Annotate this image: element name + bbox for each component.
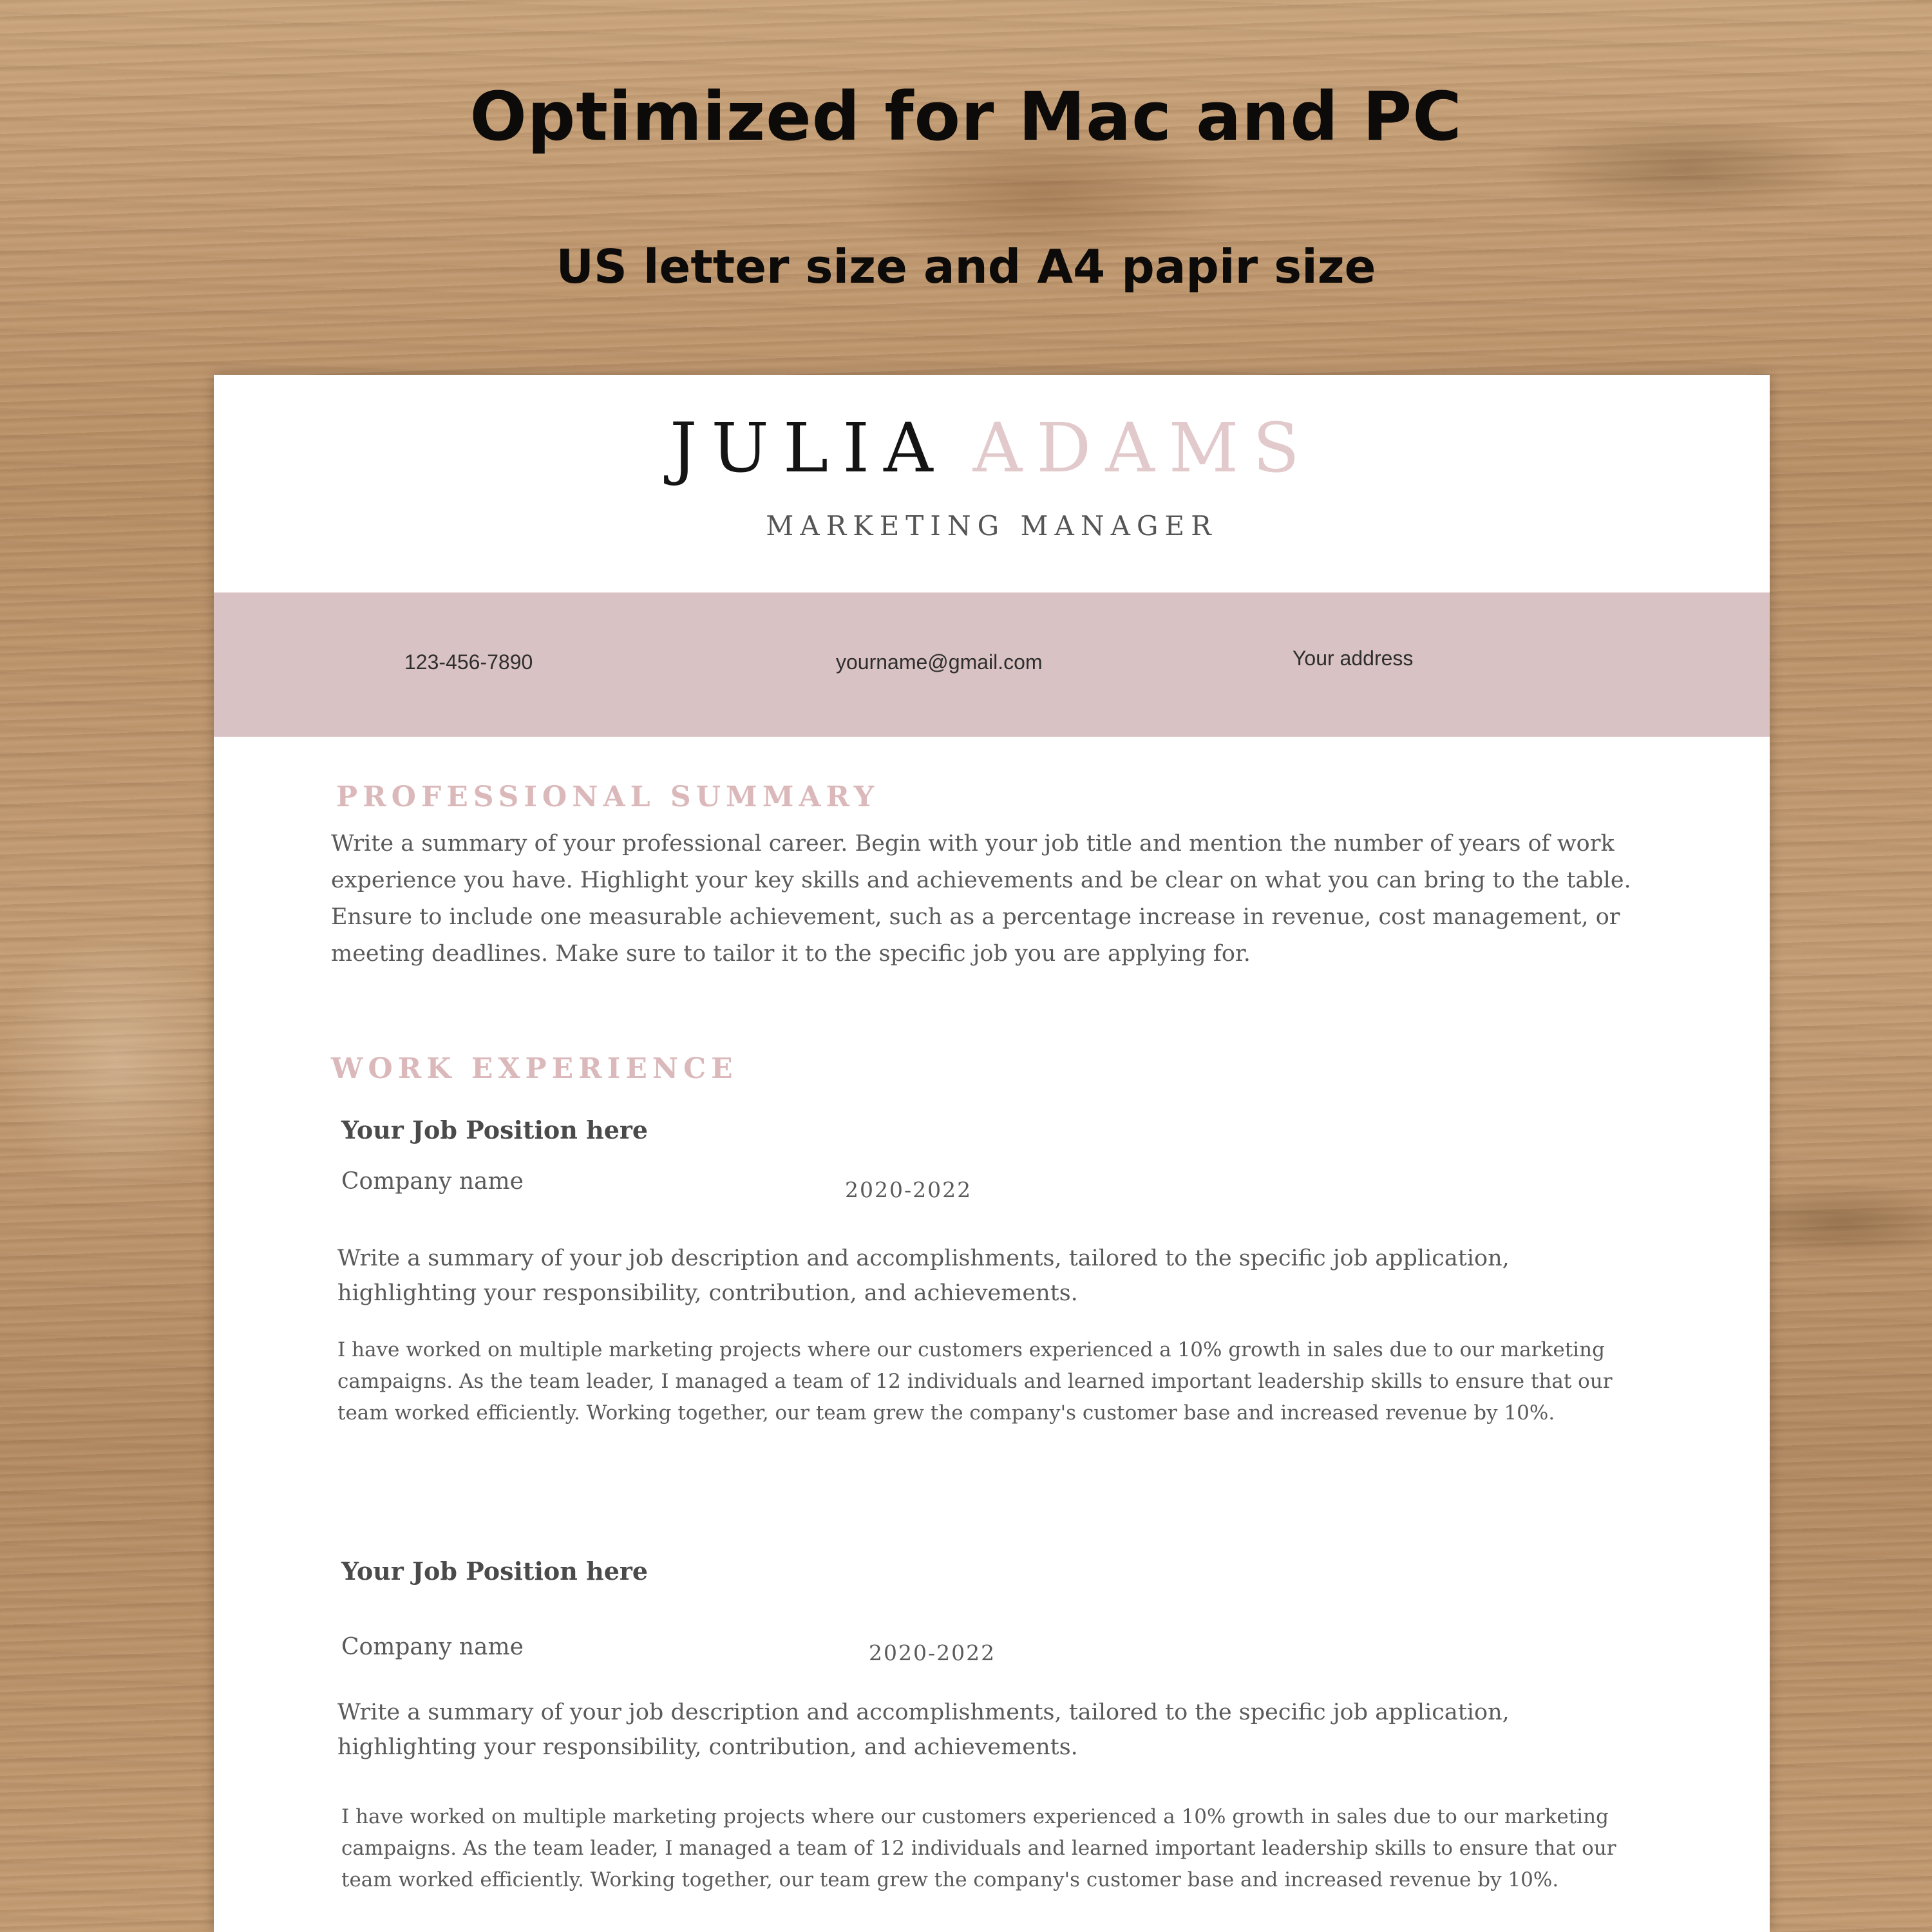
resume-page: [214, 375, 1770, 1932]
contact-address: Your address: [1293, 647, 1414, 670]
banner-title: Optimized for Mac and PC: [469, 77, 1463, 156]
job-position: Your Job Position here: [341, 1115, 649, 1144]
contact-band: [214, 592, 1770, 737]
job-dates: 2020-2022: [845, 1177, 972, 1202]
first-name: JULIA: [670, 408, 947, 488]
last-name: ADAMS: [972, 408, 1314, 488]
resume-name: [214, 407, 1770, 489]
company-name: Company name: [341, 1634, 524, 1660]
company-name: Company name: [341, 1168, 524, 1195]
job-position: Your Job Position here: [341, 1557, 649, 1586]
job-title: MARKETING MANAGER: [766, 510, 1218, 542]
summary-heading: PROFESSIONAL SUMMARY: [336, 781, 880, 813]
banner-subtitle: US letter size and A4 papir size: [556, 240, 1376, 294]
job-detail: I have worked on multiple marketing projects where our customers experienced a 10% growth in sales due to our marketing campaigns. As the team leader, I managed a team of 12 individuals and learned important leadership skills to ensure that our team worked efficiently. Working together, our team grew the company's customer base and increased revenue by 10%.: [337, 1338, 1613, 1425]
job-detail: I have worked on multiple marketing projects where our customers experienced a 10% growth in sales due to our marketing campaigns. As the team leader, I managed a team of 12 individuals and learned important leadership skills to ensure that our team worked efficiently. Working together, our team grew the company's customer base and increased revenue by 10%.: [341, 1805, 1616, 1891]
job-summary: Write a summary of your job description and accomplishments, tailored to the specific job application, highlighting your responsibility, contribution, and achievements.: [337, 1245, 1510, 1306]
contact-phone: 123-456-7890: [404, 650, 533, 674]
contact-email: yourname@gmail.com: [836, 650, 1043, 674]
job-summary: Write a summary of your job description and accomplishments, tailored to the specific job application, highlighting your responsibility, contribution, and achievements.: [337, 1700, 1510, 1760]
work-heading: WORK EXPERIENCE: [331, 1052, 738, 1085]
job-dates: 2020-2022: [869, 1640, 996, 1665]
summary-text: Write a summary of your professional career. Begin with your job title and mention the number of years of work experience you have. Highlight your key skills and achievements and be clear on what you can bring to the table. Ensure to include one measurable achievement, such as a percentage increase in revenue, cost management, or meeting deadlines. Make sure to tailor it to the specific job you are applying for.: [331, 831, 1631, 967]
